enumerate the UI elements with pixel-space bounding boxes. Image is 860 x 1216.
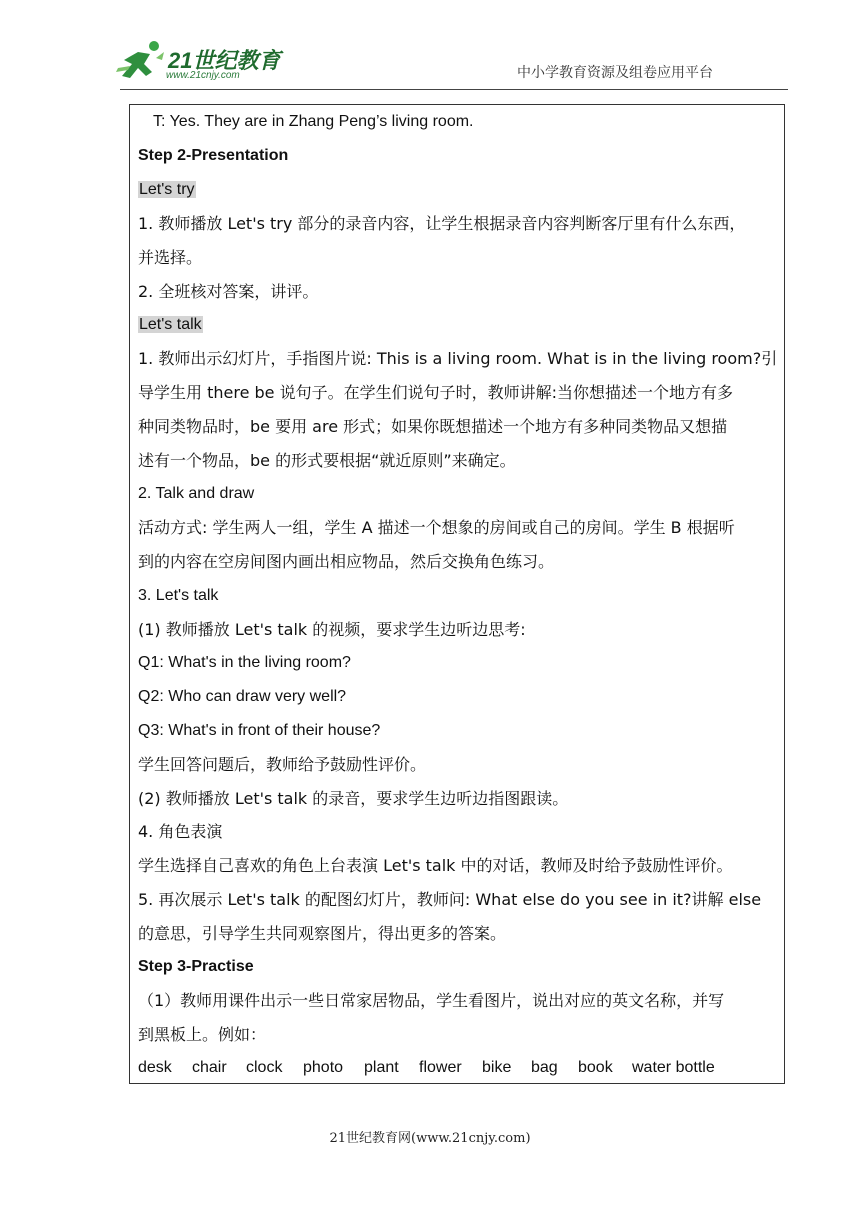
step-heading: Step 2-Presentation (138, 147, 289, 164)
paragraph-line: 5. 再次展示 Let's talk 的配图幻灯片，教师问: What else do you see in it?讲解 else (138, 890, 762, 909)
section-label (138, 180, 196, 200)
page-footer: 21世纪教育网(www.21cnjy.com) (329, 1131, 531, 1146)
vocab-word: bag (531, 1059, 558, 1076)
vocab-word: book (578, 1059, 613, 1076)
paragraph-line: 学生选择自己喜欢的角色上台表演 Let's talk 中的对话，教师及时给予鼓励性评价。 (138, 856, 733, 875)
question-line: Q1: What's in the living room? (138, 654, 351, 671)
vocab-word: water bottle (632, 1059, 715, 1076)
paragraph-line: 述有一个物品，be 的形式要根据“就近原则”来确定。 (138, 451, 516, 470)
paragraph-line: 2. 全班核对答案，讲评。 (138, 282, 319, 301)
paragraph-line: 到黑板上。例如： (138, 1025, 267, 1044)
question-line: Q3: What's in front of their house? (138, 722, 381, 739)
vocab-word: desk (138, 1059, 172, 1076)
vocab-word: flower (419, 1059, 462, 1076)
platform-title: 中小学教育资源及组卷应用平台 (517, 65, 713, 81)
paragraph-line: 种同类物品时，be 要用 are 形式；如果你既想描述一个地方有多种同类物品又想描 (138, 417, 728, 436)
paragraph-line: （1）教师用课件出示一些日常家居物品，学生看图片，说出对应的英文名称，并写 (138, 991, 725, 1010)
section-label (138, 315, 203, 335)
header-rule (120, 89, 788, 90)
step-heading: Step 3-Practise (138, 958, 254, 975)
vocab-word: photo (303, 1059, 344, 1076)
highlighted-label: Let's try (139, 181, 195, 198)
paragraph-line: 2. Talk and draw (138, 485, 255, 502)
paragraph-line: 4. 角色表演 (138, 822, 223, 841)
question-line: Q2: Who can draw very well? (138, 688, 347, 705)
paragraph-line: 活动方式: 学生两人一组，学生 A 描述一个想象的房间或自己的房间。学生 B 根据听 (138, 518, 735, 537)
page-header (0, 0, 860, 100)
logo-url: www.21cnjy.com (166, 70, 240, 81)
paragraph-line: 1. 教师播放 Let's try 部分的录音内容，让学生根据录音内容判断客厅里有什么东西， (138, 214, 746, 233)
vocab-word: plant (364, 1059, 399, 1076)
paragraph-line: 导学生用 there be 说句子。在学生们说句子时，教师讲解:当你想描述一个地方有多 (138, 383, 733, 402)
runner-logo-icon (116, 38, 166, 84)
vocab-word: bike (482, 1059, 512, 1076)
paragraph-line: 3. Let's talk (138, 587, 219, 604)
paragraph-line: (1) 教师播放 Let's talk 的视频，要求学生边听边思考: (138, 620, 526, 639)
paragraph-line: 并选择。 (138, 248, 203, 267)
paragraph-line: (2) 教师播放 Let's talk 的录音，要求学生边听边指图跟读。 (138, 789, 569, 808)
paragraph-line: 1. 教师出示幻灯片，手指图片说: This is a living room. What is in the living room?引 (138, 349, 778, 368)
vocab-word: clock (246, 1059, 283, 1076)
paragraph-line: 学生回答问题后，教师给予鼓励性评价。 (138, 755, 427, 774)
dialogue-line: T: Yes. They are in Zhang Peng’s living room. (153, 113, 474, 130)
paragraph-line: 的意思，引导学生共同观察图片，得出更多的答案。 (138, 924, 507, 943)
paragraph-line: 到的内容在空房间图内画出相应物品，然后交换角色练习。 (138, 552, 555, 571)
logo-title: 21世纪教育 (168, 48, 281, 73)
highlighted-label: Let's talk (139, 316, 202, 333)
vocab-word: chair (192, 1059, 227, 1076)
